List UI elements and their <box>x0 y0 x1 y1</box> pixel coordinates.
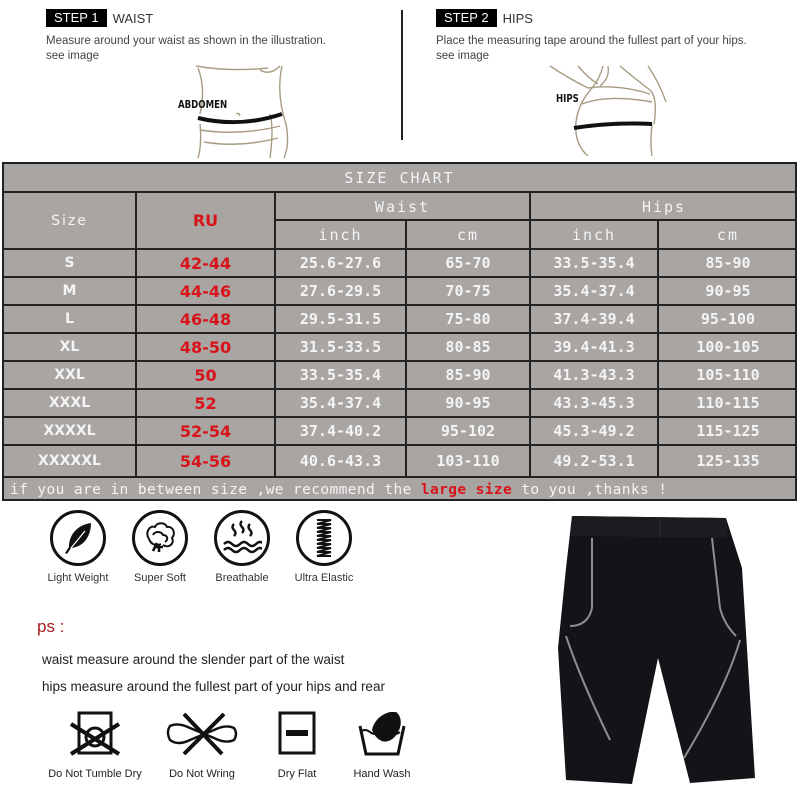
cell-size: S <box>64 255 75 271</box>
header-hips: Hips <box>641 197 687 216</box>
cell-hips-cm: 100-105 <box>696 338 760 356</box>
no-tumble-dry-icon <box>67 710 123 756</box>
cell-size: XL <box>59 339 80 355</box>
cell-hips-inch: 41.3-43.3 <box>553 366 635 384</box>
cell-size: XXL <box>54 367 85 383</box>
header-hips-cm: cm <box>716 225 740 244</box>
size-chart-table <box>2 162 797 501</box>
cell-waist-inch: 25.6-27.6 <box>299 254 382 272</box>
feature-icons <box>48 510 354 584</box>
cell-ru: 52 <box>194 393 217 413</box>
large-size-highlight: large size <box>420 482 513 498</box>
no-wring-icon <box>164 710 240 756</box>
step-badge: STEP 1 <box>46 9 107 27</box>
cell-ru: 54-56 <box>179 451 232 471</box>
cell-ru: 50 <box>194 365 217 385</box>
cell-hips-inch: 45.3-49.2 <box>553 422 635 440</box>
cell-hips-cm: 125-135 <box>696 452 760 470</box>
cell-waist-inch: 27.6-29.5 <box>299 282 382 300</box>
cell-hips-inch: 33.5-35.4 <box>553 254 635 272</box>
header-waist-cm: cm <box>456 225 480 244</box>
cell-ru: 48-50 <box>179 337 232 357</box>
cell-waist-cm: 85-90 <box>445 366 491 384</box>
hips-label: HIPS <box>556 92 579 105</box>
header-waist: Waist <box>374 197 431 216</box>
step-divider <box>401 10 403 140</box>
breathable-icon <box>214 510 270 566</box>
cell-hips-cm: 115-125 <box>696 422 760 440</box>
cell-hips-cm: 85-90 <box>705 254 751 272</box>
cell-waist-cm: 80-85 <box>445 338 491 356</box>
cell-hips-cm: 110-115 <box>696 394 760 412</box>
size-chart-title: SIZE CHART <box>344 168 455 187</box>
cell-hips-inch: 35.4-37.4 <box>553 282 635 300</box>
header-hips-inch: inch <box>571 225 617 244</box>
torso-icon <box>190 64 300 159</box>
ps-title: ps : <box>37 617 65 636</box>
step-name: WAIST <box>112 10 154 26</box>
cell-hips-cm: 105-110 <box>696 366 760 384</box>
hand-wash-icon <box>356 710 408 756</box>
cell-ru: 42-44 <box>179 253 232 273</box>
cell-size: XXXXXL <box>38 453 101 469</box>
product-photo-pants <box>540 508 780 793</box>
spring-icon <box>296 510 352 566</box>
ps-hips-note: hips measure around the fullest part of your hips and rear <box>42 679 385 694</box>
care-instructions <box>40 710 424 780</box>
cell-waist-cm: 95-102 <box>440 422 496 440</box>
cell-ru: 52-54 <box>179 421 232 441</box>
cell-waist-inch: 40.6-43.3 <box>299 452 382 470</box>
cell-hips-inch: 37.4-39.4 <box>553 310 635 328</box>
cell-waist-inch: 35.4-37.4 <box>299 394 382 412</box>
cell-waist-inch: 31.5-33.5 <box>299 338 382 356</box>
step-description: Measure around your waist as shown in the illustration. see image <box>46 35 326 62</box>
care-hand-wash: Hand Wash <box>340 710 424 780</box>
hips-illustration <box>548 64 673 156</box>
care-do-not-tumble-dry: Do Not Tumble Dry <box>40 710 150 780</box>
cotton-icon <box>132 510 188 566</box>
cell-waist-cm: 75-80 <box>445 310 491 328</box>
feature-breathable: Breathable <box>212 510 272 584</box>
ps-waist-note: waist measure around the slender part of the waist <box>42 652 345 667</box>
cell-waist-cm: 90-95 <box>445 394 491 412</box>
cell-size: XXXXL <box>43 423 96 439</box>
header-size: Size <box>51 212 88 229</box>
feature-ultra-elastic: Ultra Elastic <box>294 510 354 584</box>
cell-waist-inch: 37.4-40.2 <box>299 422 382 440</box>
cell-hips-inch: 39.4-41.3 <box>553 338 635 356</box>
cell-hips-cm: 90-95 <box>705 282 751 300</box>
care-dry-flat: Dry Flat <box>254 710 340 780</box>
cell-waist-cm: 70-75 <box>445 282 491 300</box>
cell-hips-inch: 49.2-53.1 <box>553 452 635 470</box>
cell-ru: 44-46 <box>179 281 232 301</box>
cell-ru: 46-48 <box>179 309 232 329</box>
capri-pants-image <box>540 508 780 793</box>
header-waist-inch: inch <box>318 225 363 244</box>
size-recommendation-note: if you are in between size ,we recommend the large size to you ,thanks ! <box>10 482 668 498</box>
cell-waist-inch: 29.5-31.5 <box>299 310 382 328</box>
header-ru: RU <box>192 211 219 230</box>
feather-icon <box>50 510 106 566</box>
cell-waist-cm: 65-70 <box>445 254 491 272</box>
hips-body-icon <box>548 64 673 156</box>
step-badge: STEP 2 <box>436 9 497 27</box>
cell-size: L <box>65 311 74 327</box>
step-name: HIPS <box>502 10 533 26</box>
cell-waist-inch: 33.5-35.4 <box>299 366 382 384</box>
dry-flat-icon <box>275 710 319 756</box>
waist-illustration <box>178 64 300 159</box>
care-do-not-wring: Do Not Wring <box>150 710 254 780</box>
abdomen-label: ABDOMEN <box>178 98 228 111</box>
feature-light-weight: Light Weight <box>48 510 108 584</box>
cell-hips-inch: 43.3-45.3 <box>553 394 635 412</box>
cell-size: M <box>62 283 77 299</box>
step-description: Place the measuring tape around the fullest part of your hips. see image <box>436 35 747 62</box>
feature-super-soft: Super Soft <box>130 510 190 584</box>
cell-waist-cm: 103-110 <box>436 452 500 470</box>
cell-hips-cm: 95-100 <box>700 310 756 328</box>
cell-size: XXXL <box>48 395 91 411</box>
